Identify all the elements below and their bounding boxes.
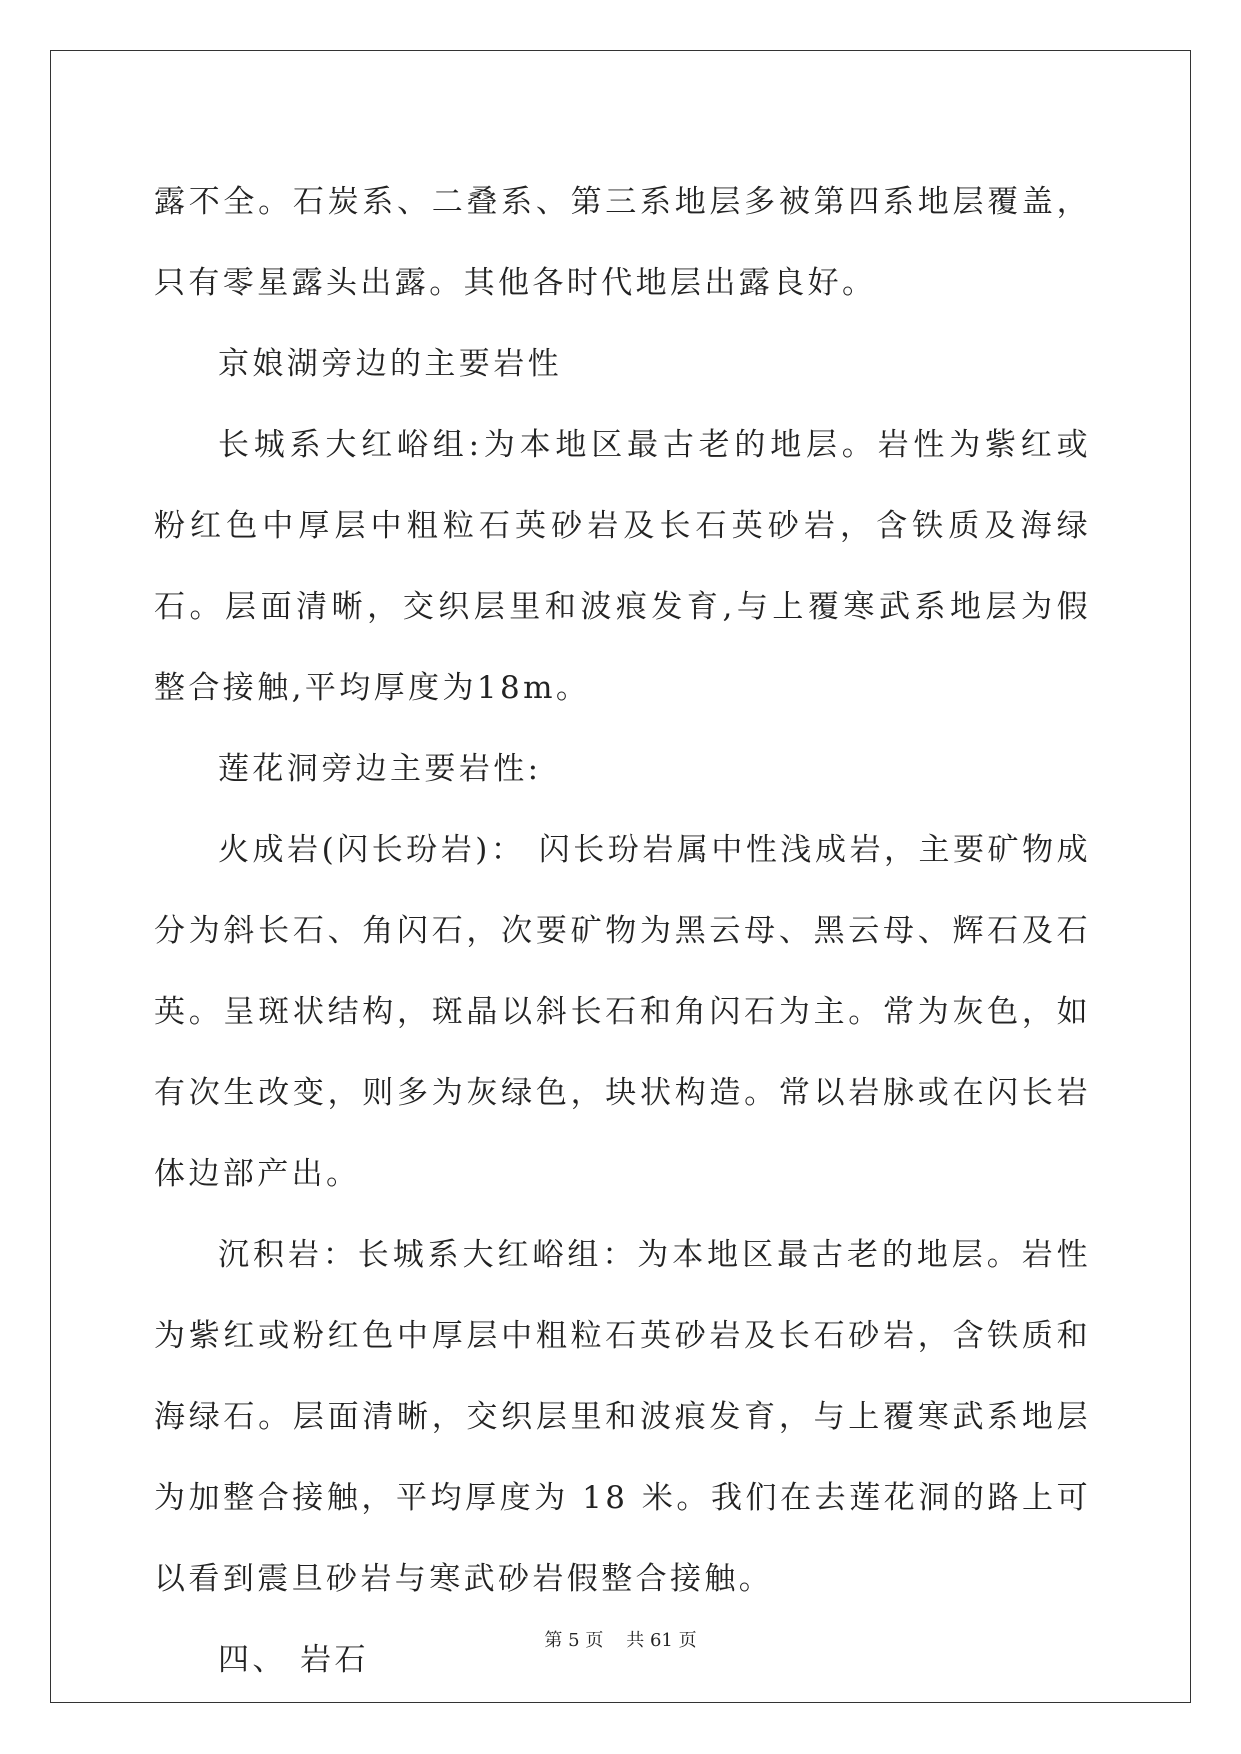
paragraph-heading-jingniang-lake: 京娘湖旁边的主要岩性 — [218, 346, 562, 382]
paragraph-heading-lianhua-cave: 莲花洞旁边主要岩性: — [218, 751, 542, 787]
paragraph-igneous-rock: 火成岩(闪长玢岩)： 闪长玢岩属中性浅成岩，主要矿物成分为斜长石、角闪石，次要矿物为黑云母、黑云母、辉石及石英。呈斑状结构，斑晶以斜长石和角闪石为主。常为灰色，如有次生改变，则多为灰绿色，块状构造。常以岩脉或在闪长岩体边部产出。 — [154, 832, 1091, 1192]
page-total: 共 61 页 — [626, 1630, 697, 1651]
section-heading-rocks: 四、 岩石 — [218, 1642, 369, 1678]
page-number: 第 5 页 — [544, 1630, 604, 1651]
paragraph-changcheng-dahongyu: 长城系大红峪组:为本地区最古老的地层。岩性为紫红或粉红色中厚层中粗粒石英砂岩及长石英砂岩，含铁质及海绿石。层面清晰，交织层里和波痕发育,与上覆寒武系地层为假整合接触,平均厚度为18m。 — [154, 427, 1091, 706]
paragraph-1: 露不全。石炭系、二叠系、第三系地层多被第四系地层覆盖，只有零星露头出露。其他各时代地层出露良好。 — [154, 184, 1091, 301]
paragraph-sedimentary-rock: 沉积岩：长城系大红峪组：为本地区最古老的地层。岩性为紫红或粉红色中厚层中粗粒石英砂岩及长石砂岩，含铁质和海绿石。层面清晰，交织层里和波痕发育，与上覆寒武系地层为加整合接触，平均厚度为 18 米。我们在去莲花洞的路上可以看到震旦砂岩与寒武砂岩假整合接触。 — [154, 1237, 1091, 1597]
document-body — [154, 162, 1091, 1701]
page-footer — [0, 1626, 1241, 1652]
